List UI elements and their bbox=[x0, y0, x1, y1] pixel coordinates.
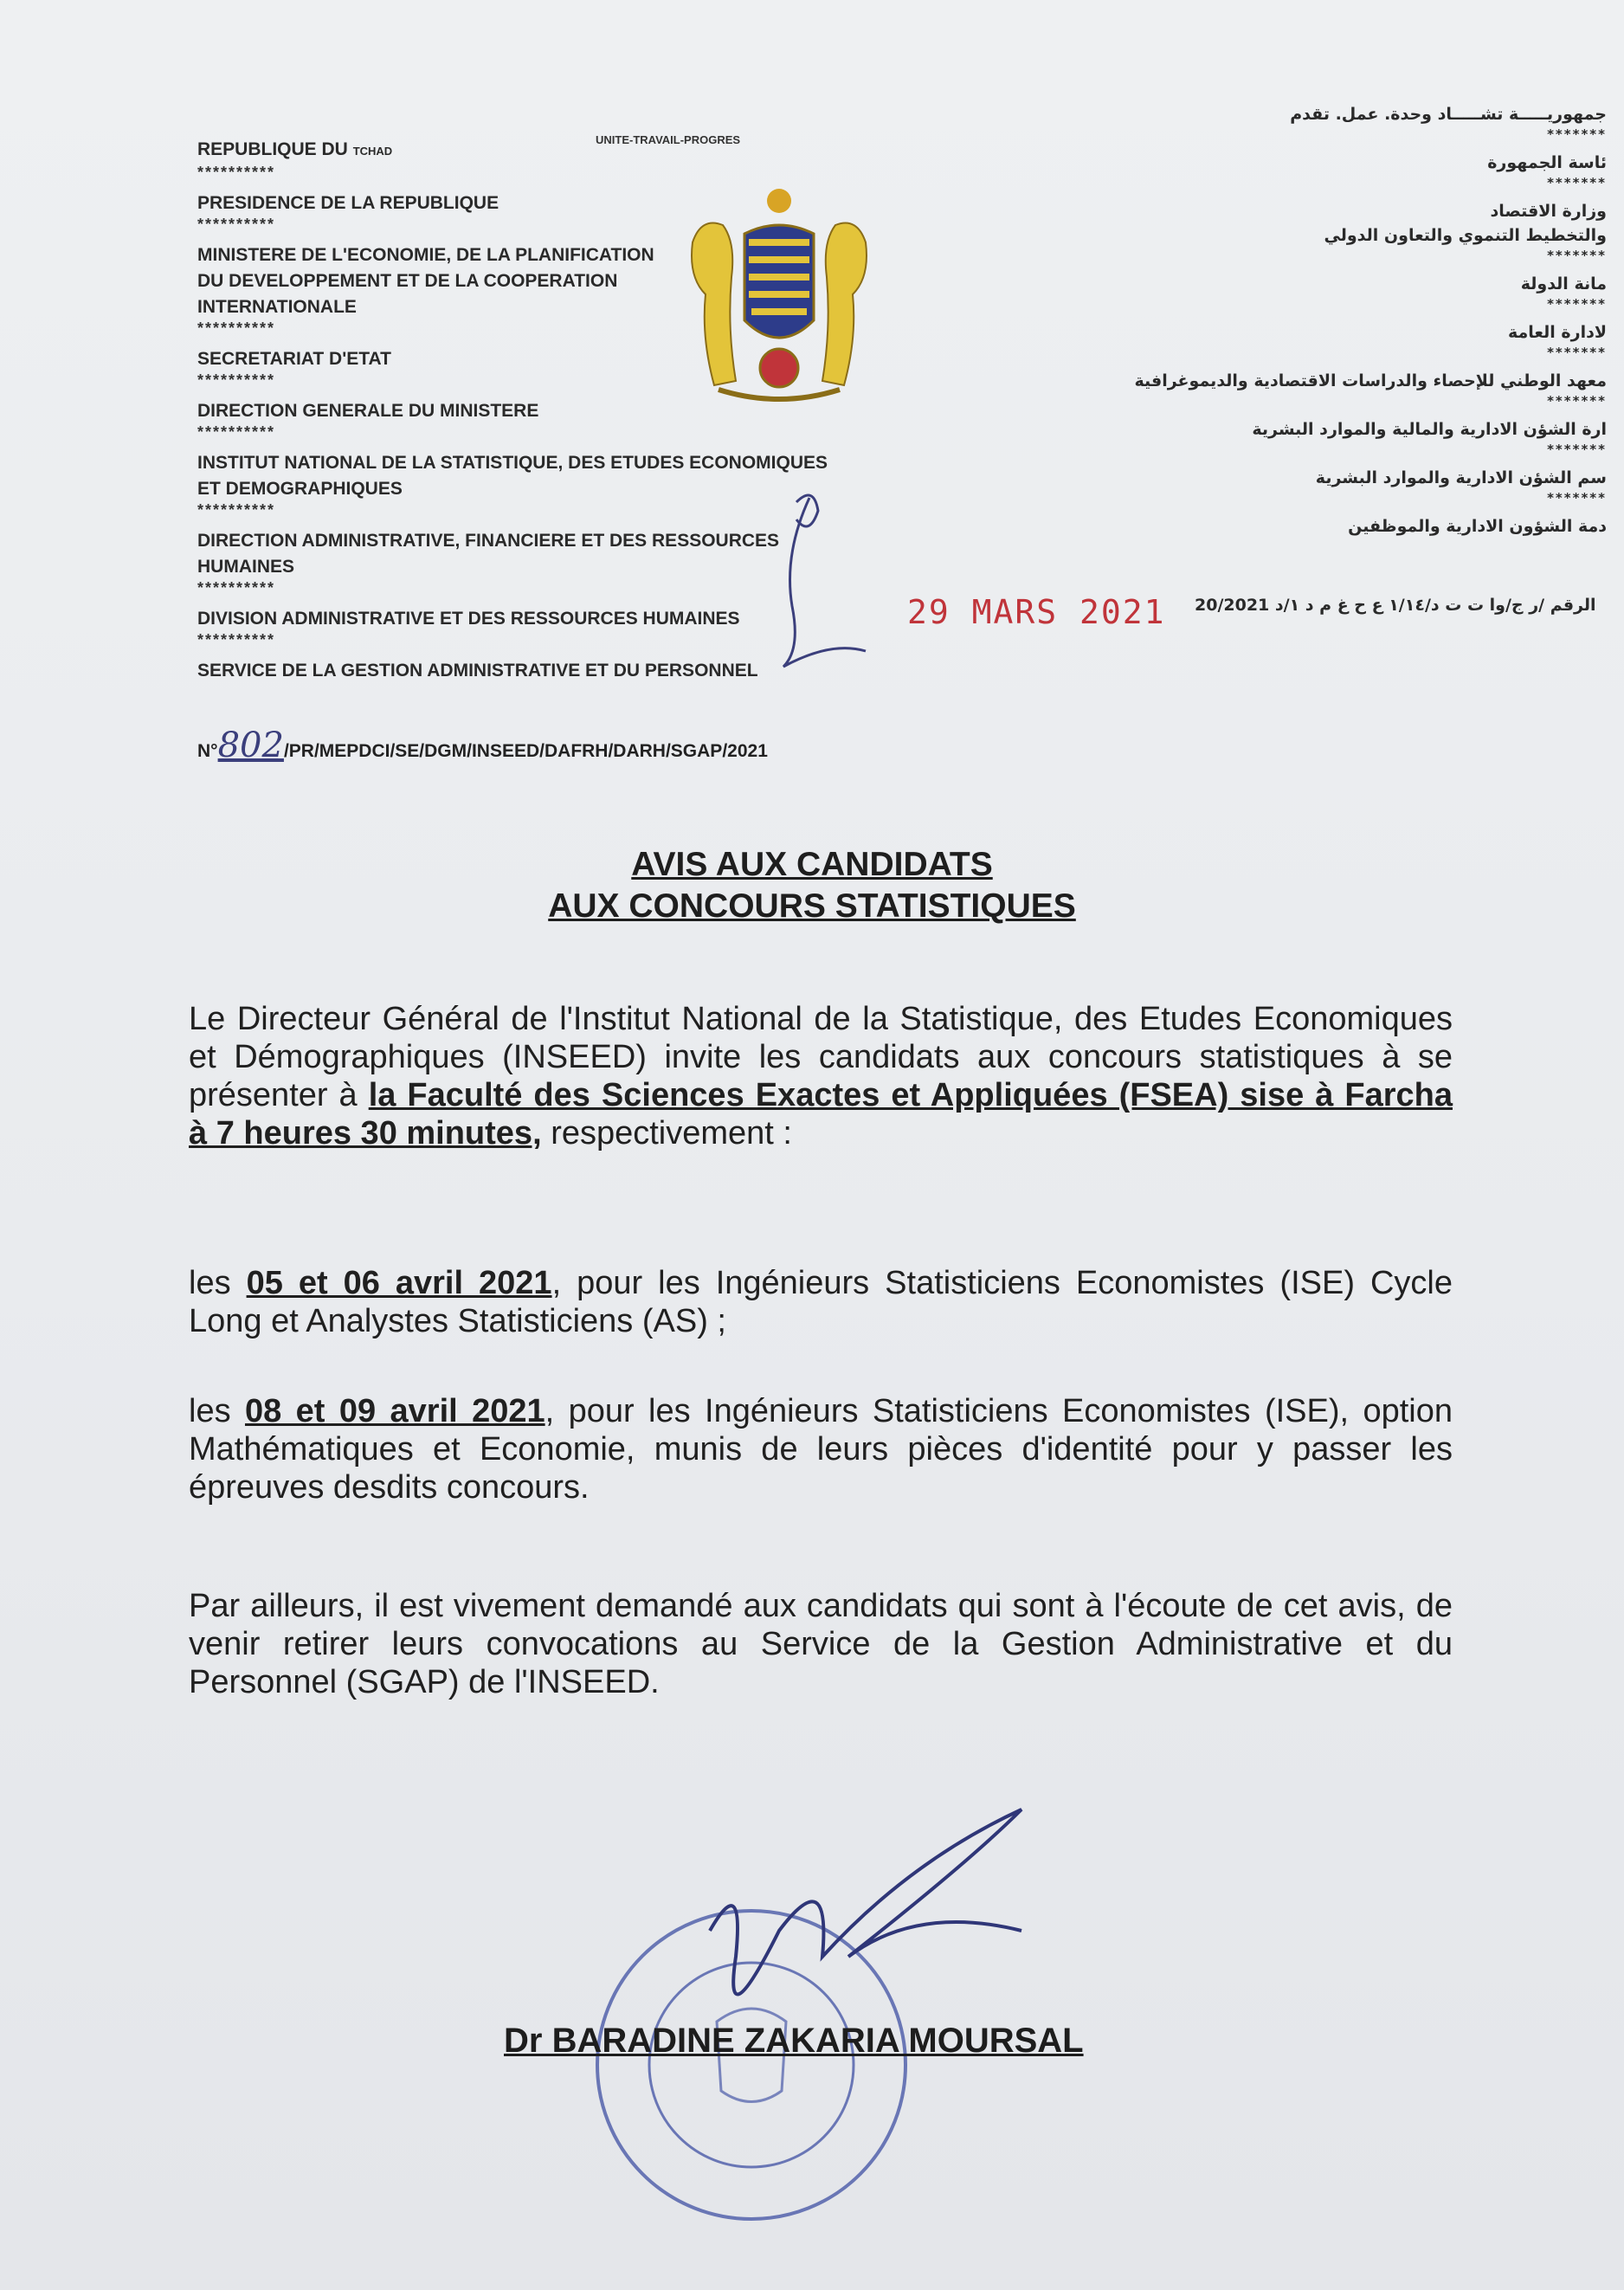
separator: ********** bbox=[197, 579, 276, 597]
header-ar-ministry: وزارة الاقتصاد bbox=[1490, 202, 1607, 221]
header-ministry: MINISTERE DE L'ECONOMIE, DE LA PLANIFICATION bbox=[197, 245, 654, 265]
header-right-arabic bbox=[1070, 102, 1607, 539]
separator: ********** bbox=[197, 371, 276, 389]
separator: ******* bbox=[1547, 490, 1607, 506]
header-ar-dafrh: ارة الشؤن الادارية والمالية والموارد البشرية bbox=[1252, 420, 1607, 439]
reference-handwritten-number: 802 bbox=[217, 726, 284, 765]
separator: ********** bbox=[197, 631, 276, 648]
page-title bbox=[0, 844, 1624, 927]
arabic-reference: الرقم /ر ج/وا ت ت د/١/١٤ ع ح غ م د ١/د 20/2021 bbox=[1195, 596, 1596, 615]
header-darh: DIVISION ADMINISTRATIVE ET DES RESSOURCES HUMAINES bbox=[197, 609, 740, 629]
header-republic: REPUBLIQUE DU TCHAD bbox=[197, 139, 393, 159]
official-seal-icon bbox=[587, 1900, 916, 2229]
separator: ********** bbox=[197, 501, 276, 519]
header-ministry: INTERNATIONALE bbox=[197, 297, 357, 317]
separator: ******* bbox=[1547, 345, 1607, 360]
separator: ********** bbox=[197, 319, 276, 337]
header-ministry: DU DEVELOPPEMENT ET DE LA COOPERATION bbox=[197, 271, 618, 291]
title-line-2: AUX CONCOURS STATISTIQUES bbox=[548, 887, 1076, 925]
paragraph-2 bbox=[189, 1264, 1453, 1340]
separator: ******* bbox=[1547, 126, 1607, 142]
separator: ********** bbox=[197, 164, 276, 181]
date-stamp: 29 MARS 2021 bbox=[907, 593, 1166, 631]
header-dafrh: DIRECTION ADMINISTRATIVE, FINANCIERE ET DES RESSOURCES bbox=[197, 531, 780, 551]
header-ar-secretariat: مانة الدولة bbox=[1520, 274, 1607, 294]
paragraph-1 bbox=[189, 1000, 1453, 1152]
separator: ******* bbox=[1547, 296, 1607, 312]
separator: ******* bbox=[1547, 248, 1607, 263]
coat-of-arms-icon bbox=[684, 182, 874, 411]
separator: ********** bbox=[197, 423, 276, 441]
title-line-1: AVIS AUX CANDIDATS bbox=[631, 846, 993, 883]
header-ar-darh: سم الشؤن الادارية والموارد البشرية bbox=[1315, 468, 1607, 487]
signatory-name: Dr BARADINE ZAKARIA MOURSAL bbox=[504, 2022, 1084, 2060]
separator: ******* bbox=[1547, 175, 1607, 190]
separator: ******* bbox=[1547, 442, 1607, 457]
reference-prefix: N° bbox=[197, 741, 218, 761]
header-institut: INSTITUT NATIONAL DE LA STATISTIQUE, DES ETUDES ECONOMIQUES bbox=[197, 453, 828, 473]
paragraph-text: Le Directeur Général de l'Institut National de la Statistique, des Etudes Economiques et Démographiques (INSEED) invite les candidats aux concours statistiques à se présenter à bbox=[189, 1001, 1453, 1113]
header-ar-ministry: والتخطيط التنموي والتعاون الدولي bbox=[1324, 226, 1607, 245]
header-ar-republic: جمهوريـــــة تشـــــاد وحدة. عمل. تقدم bbox=[1290, 105, 1607, 124]
header-presidency: PRESIDENCE DE LA REPUBLIQUE bbox=[197, 193, 499, 213]
paragraph-3 bbox=[189, 1392, 1453, 1506]
separator: ********** bbox=[197, 216, 276, 233]
paragraph-text: les bbox=[189, 1393, 245, 1429]
header-sgap: SERVICE DE LA GESTION ADMINISTRATIVE ET DU PERSONNEL bbox=[197, 661, 758, 681]
header-secretariat: SECRETARIAT D'ETAT bbox=[197, 349, 391, 369]
paragraph-4: Par ailleurs, il est vivement demandé aux candidats qui sont à l'écoute de cet avis, de venir retirer leurs convocations au Service de la Gestion Administrative et du Personnel (SGAP) de l'INSEED. bbox=[189, 1588, 1453, 1700]
header-ar-institut: معهد الوطني للإحصاء والدراسات الاقتصادية والديموغرافية bbox=[1134, 371, 1607, 390]
paragraph-text: , pour les Ingénieurs Statisticiens Economistes (ISE), option Mathématiques et Economie, munis de leurs pièces d'identité pour y passer les épreuves desdits concours. bbox=[189, 1393, 1453, 1506]
reference-suffix: /PR/MEPDCI/SE/DGM/INSEED/DAFRH/DARH/SGAP/2021 bbox=[283, 741, 768, 761]
paragraph-emphasis: la Faculté des Sciences Exactes et Appliquées (FSEA) sise à Farcha à 7 heures 30 minutes, bbox=[189, 1077, 1453, 1151]
separator: ******* bbox=[1547, 393, 1607, 409]
paragraph-date: 08 et 09 avril 2021 bbox=[244, 1393, 545, 1429]
paragraph-text: respectivement : bbox=[541, 1115, 792, 1151]
header-ar-direction: لادارة العامة bbox=[1508, 323, 1607, 342]
reference-number bbox=[197, 726, 768, 765]
paragraph-text: , pour les Ingénieurs Statisticiens Economistes (ISE) Cycle Long et Analystes Statisticiens (AS) ; bbox=[189, 1265, 1453, 1339]
header-ar-sgap: دمة الشؤون الادارية والموظفين bbox=[1348, 517, 1607, 536]
paragraph-text: les bbox=[189, 1265, 247, 1301]
header-institut: ET DEMOGRAPHIQUES bbox=[197, 479, 403, 499]
motto: UNITE-TRAVAIL-PROGRES bbox=[596, 133, 741, 146]
paragraph-date: 05 et 06 avril 2021 bbox=[246, 1265, 552, 1301]
header-ar-presidency: ئاسة الجمهورة bbox=[1487, 153, 1607, 172]
header-direction-generale: DIRECTION GENERALE DU MINISTERE bbox=[197, 401, 539, 421]
header-dafrh: HUMAINES bbox=[197, 557, 295, 577]
